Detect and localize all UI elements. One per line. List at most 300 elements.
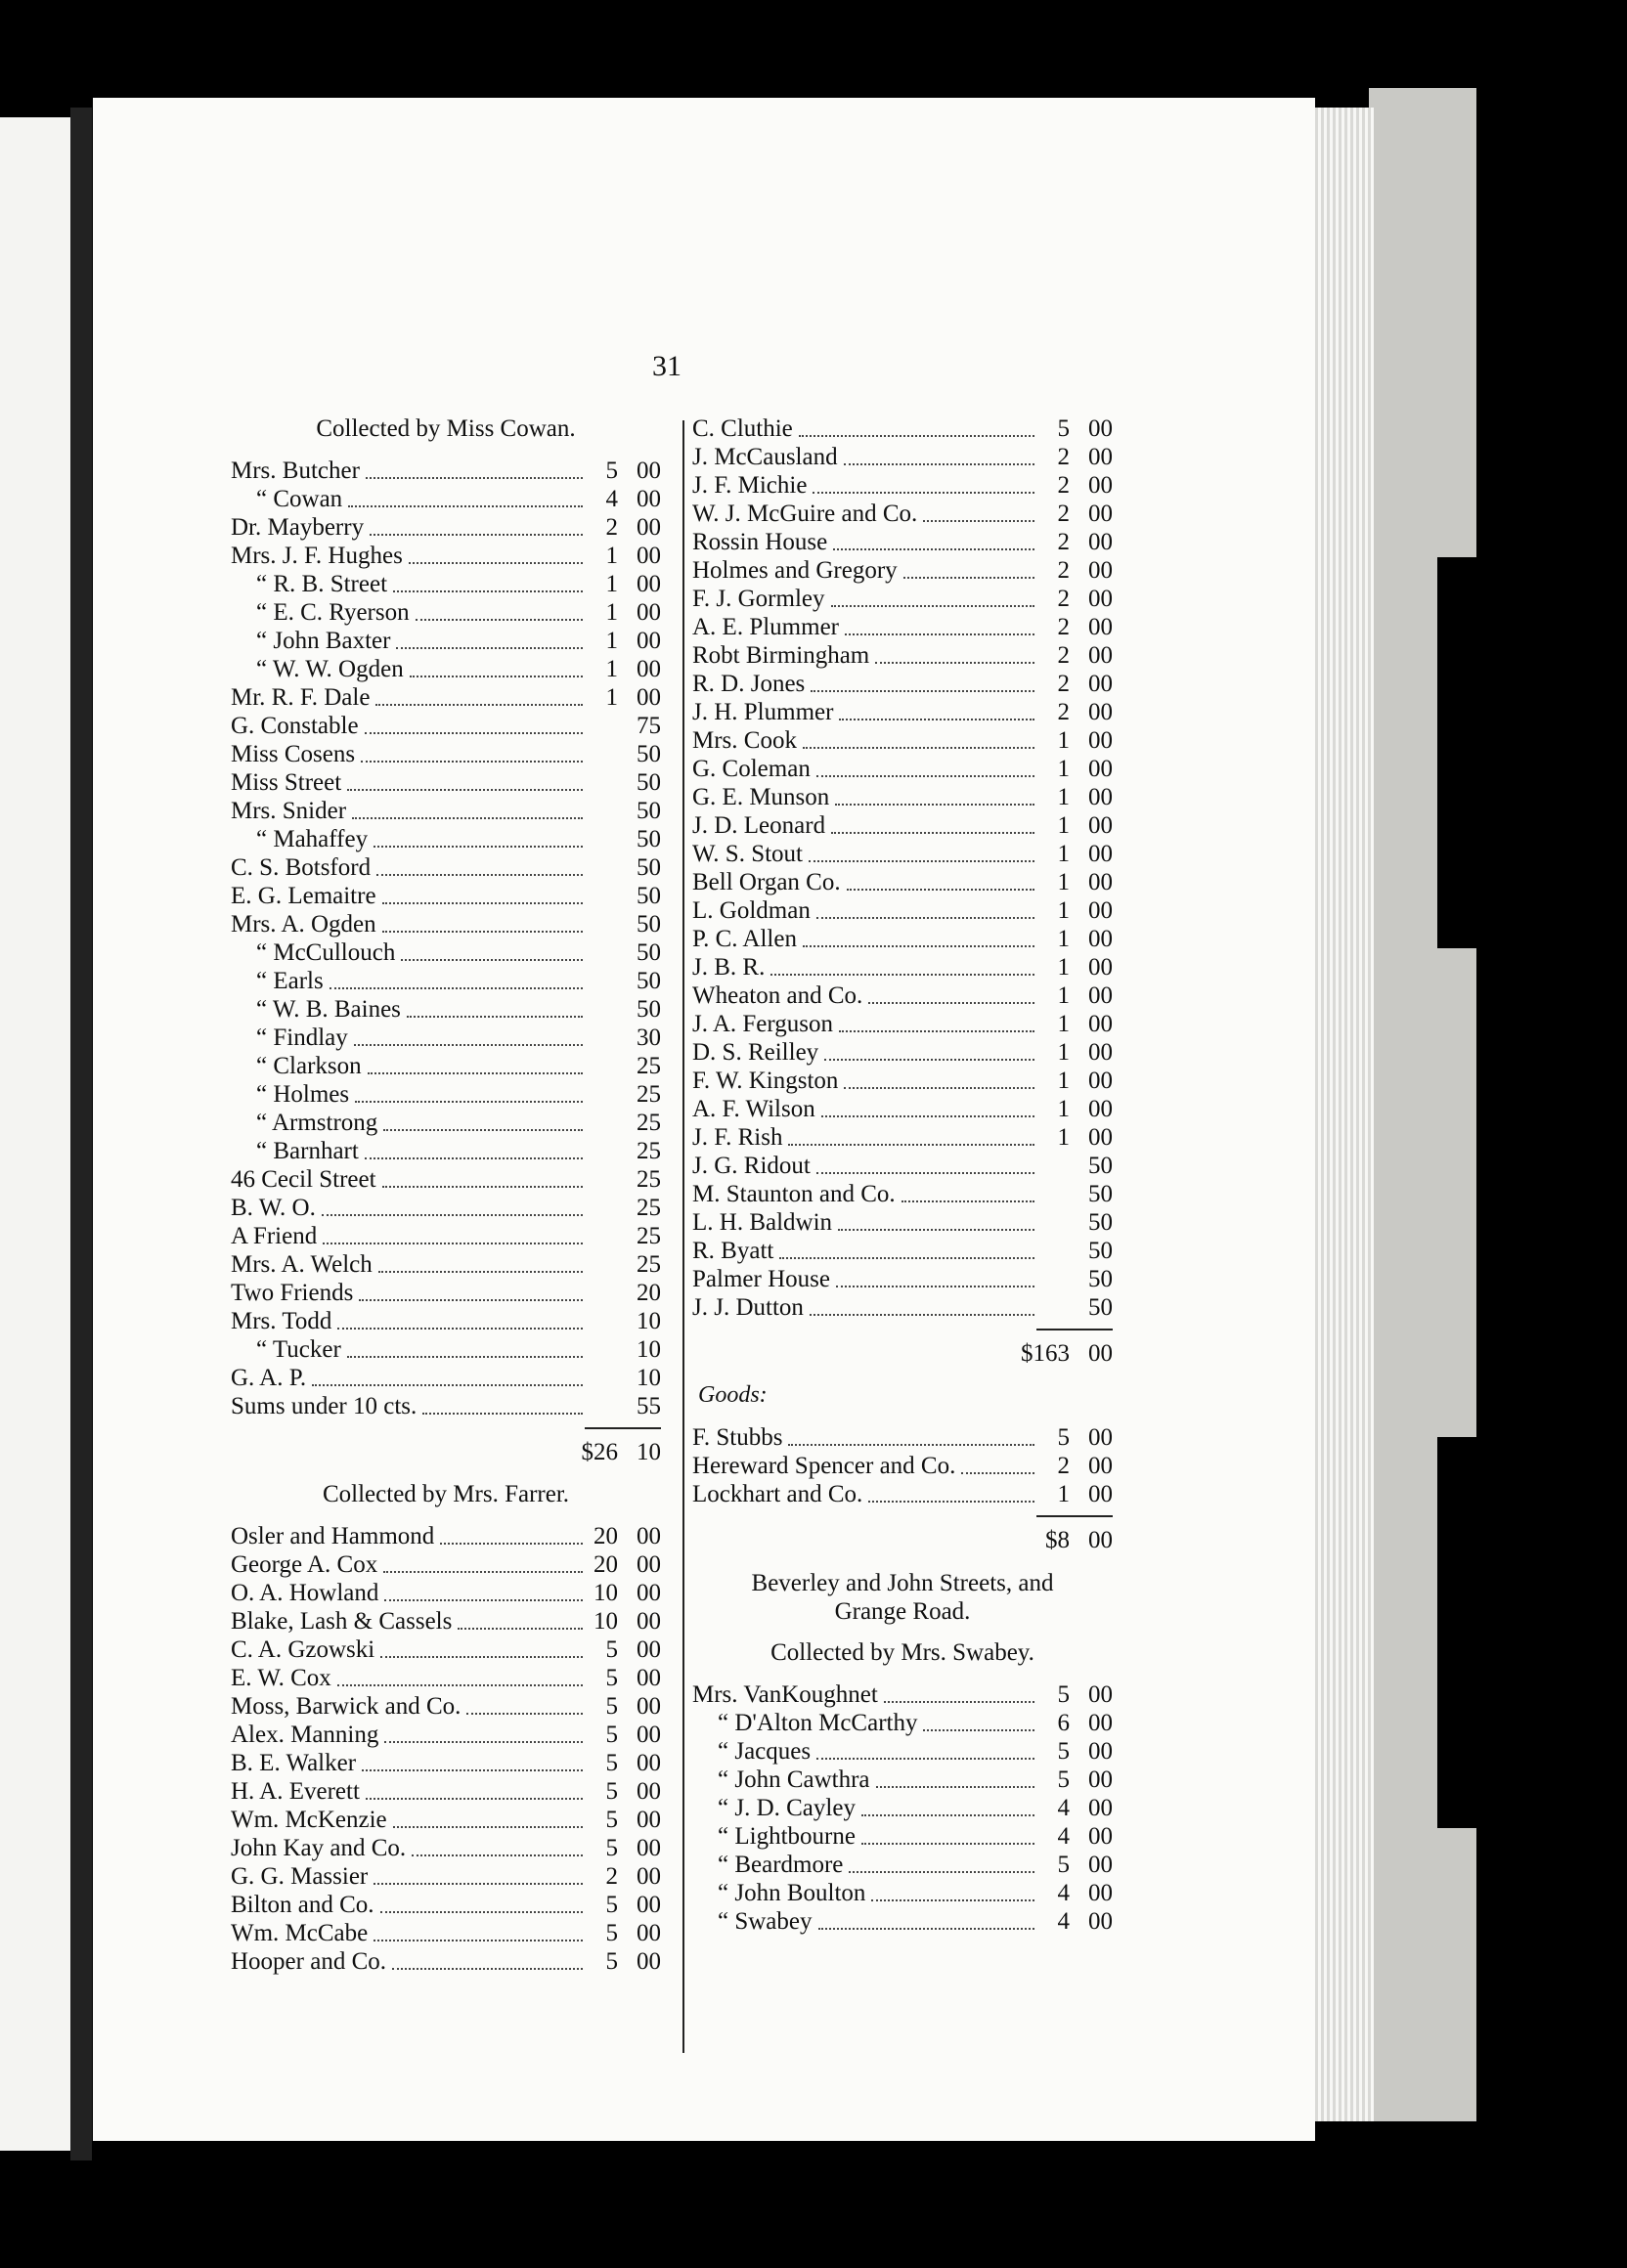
- entry-dollars: 5: [605, 458, 618, 484]
- entry-label: Mrs. Butcher: [231, 458, 360, 484]
- entry-dollars: 1: [1057, 841, 1070, 867]
- ledger-row: [692, 1124, 1113, 1153]
- entry-cents: 00: [1088, 444, 1113, 470]
- leader-dots: [836, 1266, 1034, 1287]
- entry-label: C. S. Botsford: [231, 854, 372, 881]
- ledger-row: [692, 1880, 1113, 1908]
- ledger-row: [692, 1766, 1113, 1795]
- entry-cents: 00: [637, 1835, 661, 1861]
- entry-cents: 00: [637, 1693, 661, 1720]
- ledger-row: [692, 1823, 1113, 1852]
- ledger-row: [692, 1266, 1113, 1294]
- entry-cents: 75: [637, 713, 661, 739]
- entry-label: “ J. D. Cayley: [718, 1795, 856, 1821]
- entry-name: [692, 869, 1040, 896]
- entry-dollars: 1: [1057, 812, 1070, 839]
- leader-dots: [816, 756, 1034, 777]
- entry-cents: 00: [637, 1722, 661, 1748]
- ledger-row: [692, 1294, 1113, 1323]
- leader-dots: [816, 897, 1034, 919]
- entry-label: Wheaton and Co.: [692, 982, 863, 1009]
- entry-cents: 50: [1088, 1181, 1113, 1207]
- entry-dollars: 5: [605, 1920, 618, 1946]
- ledger-row: [231, 1223, 661, 1251]
- leader-dots: [366, 458, 583, 479]
- entry-label: “ Tucker: [256, 1336, 341, 1363]
- entry-label: John Kay and Co.: [231, 1835, 407, 1861]
- entry-cents: 25: [637, 1195, 661, 1221]
- leader-dots: [382, 883, 583, 904]
- entry-cents: 00: [1088, 784, 1113, 810]
- entry-dollars: 6: [1057, 1710, 1070, 1736]
- ledger-row: [231, 486, 661, 514]
- leader-dots: [322, 1195, 583, 1216]
- ledger-row: [692, 699, 1113, 727]
- entry-name: [231, 1948, 589, 1976]
- entry-label: “ Mahaffey: [256, 826, 369, 852]
- entry-cents: 00: [1088, 1681, 1113, 1708]
- entry-label: R. D. Jones: [692, 671, 806, 697]
- entry-dollars: 5: [1057, 1681, 1070, 1708]
- entry-name: [231, 911, 589, 938]
- leader-dots: [440, 1523, 583, 1545]
- entry-name: [231, 684, 589, 712]
- entry-cents: 00: [637, 1892, 661, 1918]
- leader-dots: [839, 699, 1034, 720]
- entry-name: [231, 1365, 589, 1392]
- entry-label: Holmes and Gregory: [692, 557, 898, 584]
- entry-cents: 00: [637, 1807, 661, 1833]
- leader-dots: [347, 769, 583, 791]
- entry-label: “ Findlay: [256, 1025, 348, 1051]
- entry-cents: 00: [1088, 812, 1113, 839]
- entry-cents: 00: [1088, 1710, 1113, 1736]
- entry-name: [692, 1766, 1040, 1794]
- leader-dots: [458, 1608, 583, 1630]
- entry-label: Wm. McKenzie: [231, 1807, 387, 1833]
- entry-dollars: 4: [1057, 1795, 1070, 1821]
- entry-dollars: 5: [605, 1636, 618, 1663]
- entry-name: [692, 1424, 1040, 1452]
- ledger-row: [231, 1551, 661, 1580]
- leader-dots: [337, 1665, 583, 1686]
- entry-label: E. G. Lemaitre: [231, 883, 376, 909]
- ledger-row: [231, 543, 661, 571]
- leader-dots: [382, 1166, 583, 1188]
- entry-label: A. F. Wilson: [692, 1096, 815, 1122]
- entry-name: [692, 1209, 1040, 1237]
- entry-name: [692, 529, 1040, 556]
- entry-cents: 50: [1088, 1238, 1113, 1264]
- entry-name: [231, 1251, 589, 1279]
- leader-dots: [352, 798, 583, 819]
- entry-name: [692, 642, 1040, 670]
- entry-label: B. E. Walker: [231, 1750, 357, 1776]
- entry-label: G. Constable: [231, 713, 359, 739]
- entry-name: [231, 1580, 589, 1607]
- entry-name: [231, 1835, 589, 1862]
- entry-name: [231, 1166, 589, 1194]
- entry-label: Mrs. Snider: [231, 798, 347, 824]
- leader-dots: [361, 741, 583, 763]
- entry-label: P. C. Allen: [692, 926, 797, 952]
- entry-name: [231, 1523, 589, 1550]
- total-cents: 10: [637, 1439, 661, 1465]
- leader-dots: [384, 1580, 583, 1601]
- entry-label: “ Holmes: [256, 1081, 350, 1108]
- entry-name: [231, 1892, 589, 1919]
- donor-list-swabey: [692, 1681, 1113, 1937]
- entry-dollars: 5: [1057, 1852, 1070, 1878]
- page-number: 31: [652, 350, 682, 382]
- leader-dots: [466, 1693, 583, 1715]
- entry-cents: 50: [637, 741, 661, 767]
- entry-label: Bilton and Co.: [231, 1892, 374, 1918]
- ledger-row: [231, 1053, 661, 1081]
- entry-name: [692, 1153, 1040, 1180]
- entry-cents: 25: [637, 1110, 661, 1136]
- entry-label: J. D. Leonard: [692, 812, 826, 839]
- entry-label: Miss Street: [231, 769, 342, 796]
- entry-cents: 00: [1088, 1738, 1113, 1765]
- entry-cents: 00: [1088, 699, 1113, 725]
- leader-dots: [348, 486, 583, 507]
- entry-name: [692, 812, 1040, 840]
- entry-name: [231, 826, 589, 853]
- entry-cents: 00: [637, 1778, 661, 1805]
- entry-cents: 00: [1088, 529, 1113, 555]
- leader-dots: [401, 939, 583, 961]
- entry-name: [692, 1453, 1040, 1480]
- entry-label: J. McCausland: [692, 444, 838, 470]
- leader-dots: [803, 926, 1034, 947]
- ledger-row: [231, 713, 661, 741]
- leader-dots: [380, 1892, 583, 1913]
- entry-cents: 50: [637, 996, 661, 1023]
- ledger-row: [231, 1835, 661, 1863]
- entry-label: Mrs. Cook: [692, 727, 797, 754]
- ledger-row: [231, 826, 661, 854]
- leader-dots: [396, 628, 583, 649]
- entry-label: G. G. Massier: [231, 1863, 369, 1890]
- entry-dollars: 5: [605, 1665, 618, 1691]
- leader-dots: [407, 996, 583, 1018]
- ledger-row: [231, 1523, 661, 1551]
- entry-dollars: 1: [1057, 869, 1070, 895]
- entry-name: [692, 1124, 1040, 1152]
- ledger-row: [231, 939, 661, 968]
- entry-cents: 25: [637, 1138, 661, 1164]
- leader-dots: [803, 727, 1034, 749]
- ledger-row: [692, 586, 1113, 614]
- entry-name: [692, 1096, 1040, 1123]
- entry-label: “ Earls: [256, 968, 324, 994]
- entry-name: [692, 784, 1040, 811]
- entry-cents: 00: [1088, 1908, 1113, 1935]
- ledger-row: [231, 996, 661, 1025]
- entry-cents: 00: [1088, 1852, 1113, 1878]
- entry-label: G. Coleman: [692, 756, 811, 782]
- entry-cents: 25: [637, 1166, 661, 1193]
- entry-name: [231, 543, 589, 570]
- entry-cents: 00: [1088, 756, 1113, 782]
- entry-dollars: 5: [605, 1750, 618, 1776]
- leader-dots: [410, 656, 583, 677]
- entry-name: [692, 501, 1040, 528]
- entry-name: [692, 982, 1040, 1010]
- entry-name: [231, 883, 589, 910]
- entry-label: R. Byatt: [692, 1238, 774, 1264]
- entry-label: Mrs. VanKoughnet: [692, 1681, 878, 1708]
- total-rule: [692, 1323, 1113, 1340]
- entry-label: Hooper and Co.: [231, 1948, 386, 1975]
- leader-dots: [378, 1251, 583, 1273]
- entry-cents: 00: [637, 656, 661, 682]
- entry-cents: 00: [1088, 586, 1113, 612]
- entry-name: [692, 415, 1040, 443]
- leader-dots: [788, 1424, 1034, 1446]
- leader-dots: [392, 1948, 583, 1970]
- entry-label: Miss Cosens: [231, 741, 356, 767]
- entry-cents: 00: [637, 1608, 661, 1635]
- page-fore-edge: [1315, 108, 1374, 2121]
- entry-cents: 00: [637, 628, 661, 654]
- total-dollars: $163: [1021, 1340, 1070, 1367]
- leader-dots: [875, 642, 1034, 664]
- entry-label: “ Jacques: [718, 1738, 812, 1765]
- entry-label: 46 Cecil Street: [231, 1166, 376, 1193]
- donor-list-continued: [692, 415, 1113, 1323]
- ledger-row: [692, 1795, 1113, 1823]
- entry-name: [231, 486, 589, 513]
- entry-dollars: 20: [594, 1523, 618, 1549]
- entry-dollars: 2: [1057, 472, 1070, 499]
- entry-label: Dr. Mayberry: [231, 514, 365, 541]
- entry-name: [231, 1778, 589, 1806]
- entry-label: Mrs. A. Welch: [231, 1251, 373, 1278]
- entry-label: “ W. W. Ogden: [256, 656, 404, 682]
- entry-label: M. Staunton and Co.: [692, 1181, 896, 1207]
- ledger-row: [231, 1280, 661, 1308]
- entry-cents: 00: [1088, 1481, 1113, 1507]
- entry-name: [231, 1053, 589, 1080]
- entry-name: [231, 1608, 589, 1636]
- ledger-row: [231, 514, 661, 543]
- leader-dots: [824, 1039, 1034, 1061]
- ledger-row: [231, 1251, 661, 1280]
- entry-label: Mrs. A. Ogden: [231, 911, 376, 938]
- entry-cents: 50: [1088, 1294, 1113, 1321]
- entry-cents: 00: [637, 458, 661, 484]
- entry-cents: 00: [1088, 1766, 1113, 1793]
- entry-name: [692, 699, 1040, 726]
- entry-label: B. W. O.: [231, 1195, 316, 1221]
- ledger-row: [231, 1393, 661, 1421]
- entry-label: Mr. R. F. Dale: [231, 684, 371, 711]
- entry-cents: 00: [1088, 982, 1113, 1009]
- leader-dots: [809, 841, 1034, 862]
- entry-label: “ Beardmore: [718, 1852, 844, 1878]
- entry-cents: 00: [1088, 1424, 1113, 1451]
- ledger-row: [231, 1920, 661, 1948]
- ledger-row: [231, 656, 661, 684]
- leader-dots: [901, 1181, 1034, 1202]
- entry-label: E. W. Cox: [231, 1665, 331, 1691]
- entry-cents: 00: [1088, 926, 1113, 952]
- entry-label: W. J. McGuire and Co.: [692, 501, 918, 527]
- entry-name: [692, 1181, 1040, 1208]
- entry-name: [692, 1011, 1040, 1038]
- entry-name: [231, 656, 589, 683]
- ledger-row: [231, 1166, 661, 1195]
- leader-dots: [847, 869, 1034, 891]
- entry-cents: 00: [1088, 1068, 1113, 1094]
- ledger-row: [231, 769, 661, 798]
- entry-name: [231, 1920, 589, 1947]
- leader-dots: [923, 1710, 1034, 1731]
- leader-dots: [818, 1908, 1035, 1930]
- ledger-row: [231, 883, 661, 911]
- entry-name: [692, 727, 1040, 755]
- entry-label: Moss, Barwick and Co.: [231, 1693, 462, 1720]
- entry-label: Bell Organ Co.: [692, 869, 841, 895]
- ledger-row: [692, 784, 1113, 812]
- leader-dots: [337, 1308, 583, 1330]
- entry-dollars: 2: [1057, 557, 1070, 584]
- leader-dots: [368, 1053, 583, 1074]
- entry-label: “ Clarkson: [256, 1053, 362, 1079]
- leader-dots: [849, 1852, 1034, 1873]
- entry-label: L. Goldman: [692, 897, 811, 924]
- entry-cents: 00: [1088, 415, 1113, 442]
- entry-name: [692, 444, 1040, 471]
- entry-dollars: 1: [605, 543, 618, 569]
- entry-cents: 00: [1088, 869, 1113, 895]
- leader-dots: [844, 444, 1034, 465]
- leader-dots: [821, 1096, 1034, 1117]
- ledger-row: [692, 1424, 1113, 1453]
- ledger-row: [692, 1681, 1113, 1710]
- entry-cents: 50: [1088, 1266, 1113, 1292]
- area-heading: [692, 1569, 1113, 1626]
- entry-cents: 00: [637, 1863, 661, 1890]
- entry-cents: 50: [637, 769, 661, 796]
- ledger-row: [692, 557, 1113, 586]
- leader-dots: [323, 1223, 583, 1244]
- ledger-row: [692, 1039, 1113, 1068]
- entry-name: [231, 514, 589, 542]
- leader-dots: [374, 1920, 583, 1941]
- leader-dots: [884, 1681, 1034, 1703]
- entry-dollars: 1: [605, 656, 618, 682]
- entry-cents: 50: [637, 798, 661, 824]
- ledger-row: [692, 1738, 1113, 1766]
- leader-dots: [845, 614, 1034, 635]
- entry-name: [231, 1863, 589, 1891]
- entry-dollars: 4: [1057, 1880, 1070, 1906]
- entry-name: [231, 1336, 589, 1364]
- entry-dollars: 2: [1057, 586, 1070, 612]
- ledger-row: [231, 968, 661, 996]
- entry-cents: 00: [1088, 1795, 1113, 1821]
- section-heading-cowan: Collected by Miss Cowan.: [316, 415, 576, 442]
- entry-label: J. A. Ferguson: [692, 1011, 834, 1037]
- entry-cents: 50: [637, 883, 661, 909]
- entry-name: [692, 926, 1040, 953]
- entry-label: J. H. Plummer: [692, 699, 834, 725]
- entry-cents: 25: [637, 1223, 661, 1249]
- entry-cents: 00: [1088, 1124, 1113, 1151]
- ledger-row: [231, 1722, 661, 1750]
- entry-cents: 00: [637, 1920, 661, 1946]
- section-heading-farrer: Collected by Mrs. Farrer.: [322, 1481, 570, 1507]
- entry-cents: 50: [637, 968, 661, 994]
- ledger-row: [692, 472, 1113, 501]
- entry-name: [231, 1551, 589, 1579]
- leader-dots: [811, 671, 1034, 692]
- entry-name: [692, 1039, 1040, 1067]
- entry-cents: 00: [1088, 954, 1113, 981]
- ledger-row: [692, 812, 1113, 841]
- leader-dots: [382, 911, 583, 933]
- leader-dots: [770, 954, 1034, 976]
- leader-dots: [788, 1124, 1034, 1146]
- leader-dots: [813, 472, 1034, 494]
- ledger-row: [231, 458, 661, 486]
- leader-dots: [816, 1738, 1034, 1760]
- entry-dollars: 5: [605, 1778, 618, 1805]
- entry-name: [231, 1138, 589, 1165]
- ledger-row: [231, 1778, 661, 1807]
- entry-label: J. G. Ridout: [692, 1153, 811, 1179]
- ledger-row: [692, 841, 1113, 869]
- entry-dollars: 5: [1057, 1766, 1070, 1793]
- entry-cents: 00: [1088, 557, 1113, 584]
- entry-name: [231, 1722, 589, 1749]
- ledger-row: [692, 982, 1113, 1011]
- leader-dots: [355, 1081, 583, 1103]
- entry-dollars: 5: [1057, 1424, 1070, 1451]
- leader-dots: [366, 1778, 583, 1800]
- entry-cents: 50: [1088, 1209, 1113, 1236]
- leader-dots: [833, 529, 1034, 550]
- entry-cents: 00: [1088, 1880, 1113, 1906]
- entry-label: H. A. Everett: [231, 1778, 360, 1805]
- entry-name: [692, 1294, 1040, 1322]
- entry-name: [231, 1636, 589, 1664]
- left-page-edge: [0, 117, 78, 2151]
- ledger-row: [231, 1807, 661, 1835]
- entry-dollars: 1: [605, 571, 618, 597]
- entry-cents: 00: [637, 1580, 661, 1606]
- entry-dollars: 1: [1057, 926, 1070, 952]
- entry-label: Two Friends: [231, 1280, 354, 1306]
- entry-name: [231, 939, 589, 967]
- entry-cents: 00: [637, 1948, 661, 1975]
- leader-dots: [923, 501, 1034, 522]
- ledger-row: [692, 1238, 1113, 1266]
- ledger-row: [692, 727, 1113, 756]
- entry-cents: 00: [1088, 1096, 1113, 1122]
- entry-cents: 00: [637, 1665, 661, 1691]
- entry-name: [231, 458, 589, 485]
- entry-dollars: 1: [1057, 727, 1070, 754]
- entry-dollars: 1: [1057, 756, 1070, 782]
- entry-label: F. Stubbs: [692, 1424, 783, 1451]
- entry-dollars: 1: [1057, 1096, 1070, 1122]
- entry-name: [692, 1266, 1040, 1293]
- leader-dots: [365, 1138, 583, 1159]
